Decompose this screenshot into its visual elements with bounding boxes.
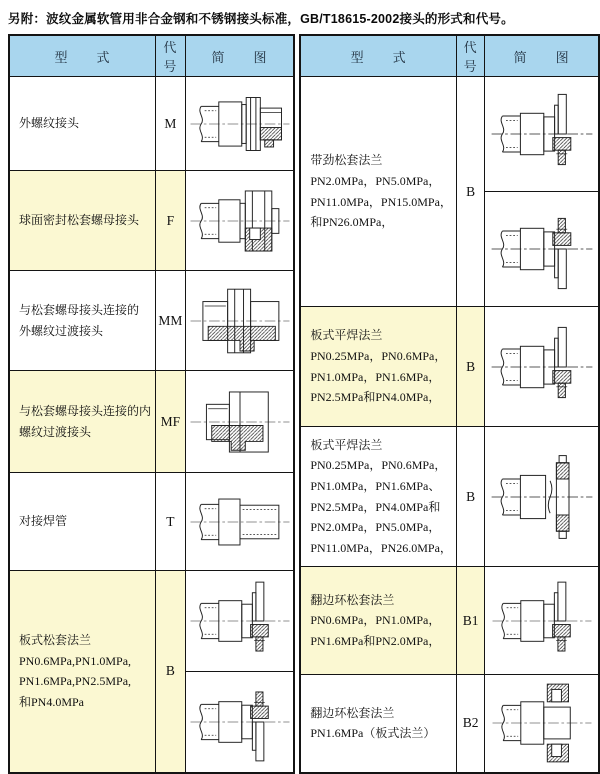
diagram-cell xyxy=(185,77,294,171)
type-line: PN2.5MPa和PN4.0MPa， xyxy=(310,390,441,405)
flanged-ring-loose-flange-diagram xyxy=(489,576,595,666)
table-row xyxy=(9,171,294,271)
type-line: 与松套螺母接头连接的内 xyxy=(19,403,152,418)
diagram-cell xyxy=(185,571,294,672)
diagram-cell xyxy=(185,473,294,571)
tables-container xyxy=(8,34,600,774)
male-thread-joint-diagram xyxy=(187,81,293,167)
type-line: PN2.0MPa，PN5.0MPa， xyxy=(310,173,441,188)
type-line: PN1.6MPa和PN2.0MPa， xyxy=(310,633,441,648)
type-line: PN1.6MPa（板式法兰） xyxy=(310,726,436,741)
type-cell xyxy=(9,77,156,171)
type-cell xyxy=(300,567,456,675)
table-row xyxy=(300,567,599,675)
diagram-cell xyxy=(185,271,294,371)
table-row xyxy=(9,271,294,371)
type-line: 球面密封松套螺母接头 xyxy=(19,213,140,228)
type-line: PN0.25MPa，PN0.6MPa， xyxy=(310,348,447,363)
header-diagram: 简 图 xyxy=(485,35,599,77)
type-line: 板式松套法兰 xyxy=(19,633,92,647)
type-line: 板式平焊法兰 xyxy=(310,437,383,452)
type-line: PN2.0MPa，PN5.0MPa， xyxy=(310,520,441,535)
plate-loose-flange-up-diagram xyxy=(187,576,293,666)
type-line: 带劲松套法兰 xyxy=(310,153,383,168)
table-row xyxy=(300,307,599,427)
table-row xyxy=(300,675,599,773)
code-cell: B2 xyxy=(456,675,484,773)
type-line: 翻边环松套法兰 xyxy=(310,705,395,720)
male-male-adapter-diagram xyxy=(187,278,293,364)
male-female-adapter-diagram xyxy=(187,379,293,465)
diagram-cell xyxy=(485,307,599,427)
type-line: PN1.0MPa，PN1.6MPa、 xyxy=(310,478,441,493)
flanged-ring-plate-flange-diagram xyxy=(489,678,595,768)
code-cell: T xyxy=(156,473,186,571)
diagram-cell xyxy=(485,567,599,675)
table-row xyxy=(9,77,294,171)
header-diagram: 简 图 xyxy=(185,35,294,77)
diagram-cell xyxy=(185,371,294,473)
type-line: 和PN26.0MPa， xyxy=(310,215,394,230)
type-line: PN1.6MPa,PN2.5MPa, xyxy=(19,674,132,689)
code-cell: B xyxy=(156,571,186,773)
neck-loose-flange-down-diagram xyxy=(488,203,596,295)
type-line: PN11.0MPa，PN26.0MPa， xyxy=(310,540,452,555)
type-cell xyxy=(9,571,156,773)
header-row xyxy=(9,35,294,77)
type-cell xyxy=(9,473,156,571)
code-cell: M xyxy=(156,77,186,171)
type-line: 板式平焊法兰 xyxy=(310,328,383,343)
diagram-cell xyxy=(485,427,599,567)
type-cell xyxy=(300,675,456,773)
type-line: PN2.5MPa，PN4.0MPa和 xyxy=(310,499,441,514)
diagram-cell xyxy=(185,672,294,773)
type-line: 螺纹过渡接头 xyxy=(19,424,92,439)
plate-loose-flange-down-diagram xyxy=(187,677,293,767)
type-cell xyxy=(300,307,456,427)
type-line: 外螺纹接头 xyxy=(19,116,80,131)
type-line: PN11.0MPa，PN15.0MPa， xyxy=(310,194,452,209)
type-line: PN0.25MPa，PN0.6MPa， xyxy=(310,458,447,473)
type-line: 对接焊管 xyxy=(19,514,68,529)
type-line: PN1.0MPa，PN1.6MPa， xyxy=(310,369,441,384)
code-cell: MF xyxy=(156,371,186,473)
header-type: 型 式 xyxy=(9,35,156,77)
type-line: 与松套螺母接头连接的 xyxy=(19,302,140,317)
header-code: 代号 xyxy=(456,35,484,77)
flat-weld-flange-diagram xyxy=(488,321,596,413)
table-row xyxy=(9,571,294,672)
left-table xyxy=(8,34,295,774)
table-row xyxy=(9,371,294,473)
code-cell: F xyxy=(156,171,186,271)
header-code: 代号 xyxy=(156,35,186,77)
header-type: 型 式 xyxy=(300,35,456,77)
type-line: 翻边环松套法兰 xyxy=(310,592,395,607)
loose-nut-joint-diagram xyxy=(187,178,293,264)
table-row xyxy=(300,77,599,192)
diagram-cell xyxy=(485,192,599,307)
document-title: 另附：波纹金属软管用非合金钢和不锈钢接头标准，GB/T18615-2002接头的形式和代号。 xyxy=(8,12,514,26)
code-cell: B xyxy=(456,77,484,307)
table-row xyxy=(300,427,599,567)
table-row xyxy=(9,473,294,571)
type-cell xyxy=(300,77,456,307)
diagram-cell xyxy=(485,675,599,773)
code-cell: MM xyxy=(156,271,186,371)
type-cell xyxy=(300,427,456,567)
type-cell xyxy=(9,171,156,271)
flat-weld-flange-symmetric-diagram xyxy=(488,449,596,545)
type-line: 和PN4.0MPa xyxy=(19,694,85,709)
diagram-cell xyxy=(185,171,294,271)
diagram-cell xyxy=(485,77,599,192)
type-cell xyxy=(9,271,156,371)
type-cell xyxy=(9,371,156,473)
header-row xyxy=(300,35,599,77)
butt-weld-pipe-diagram xyxy=(187,479,293,565)
type-line: PN0.6MPa，PN1.0MPa， xyxy=(310,613,441,628)
code-cell: B xyxy=(456,427,484,567)
neck-loose-flange-up-diagram xyxy=(488,88,596,180)
type-line: PN0.6MPa,PN1.0MPa, xyxy=(19,653,132,668)
code-cell: B1 xyxy=(456,567,484,675)
code-cell: B xyxy=(456,307,484,427)
right-table xyxy=(299,34,600,774)
type-line: 外螺纹过渡接头 xyxy=(19,323,104,338)
